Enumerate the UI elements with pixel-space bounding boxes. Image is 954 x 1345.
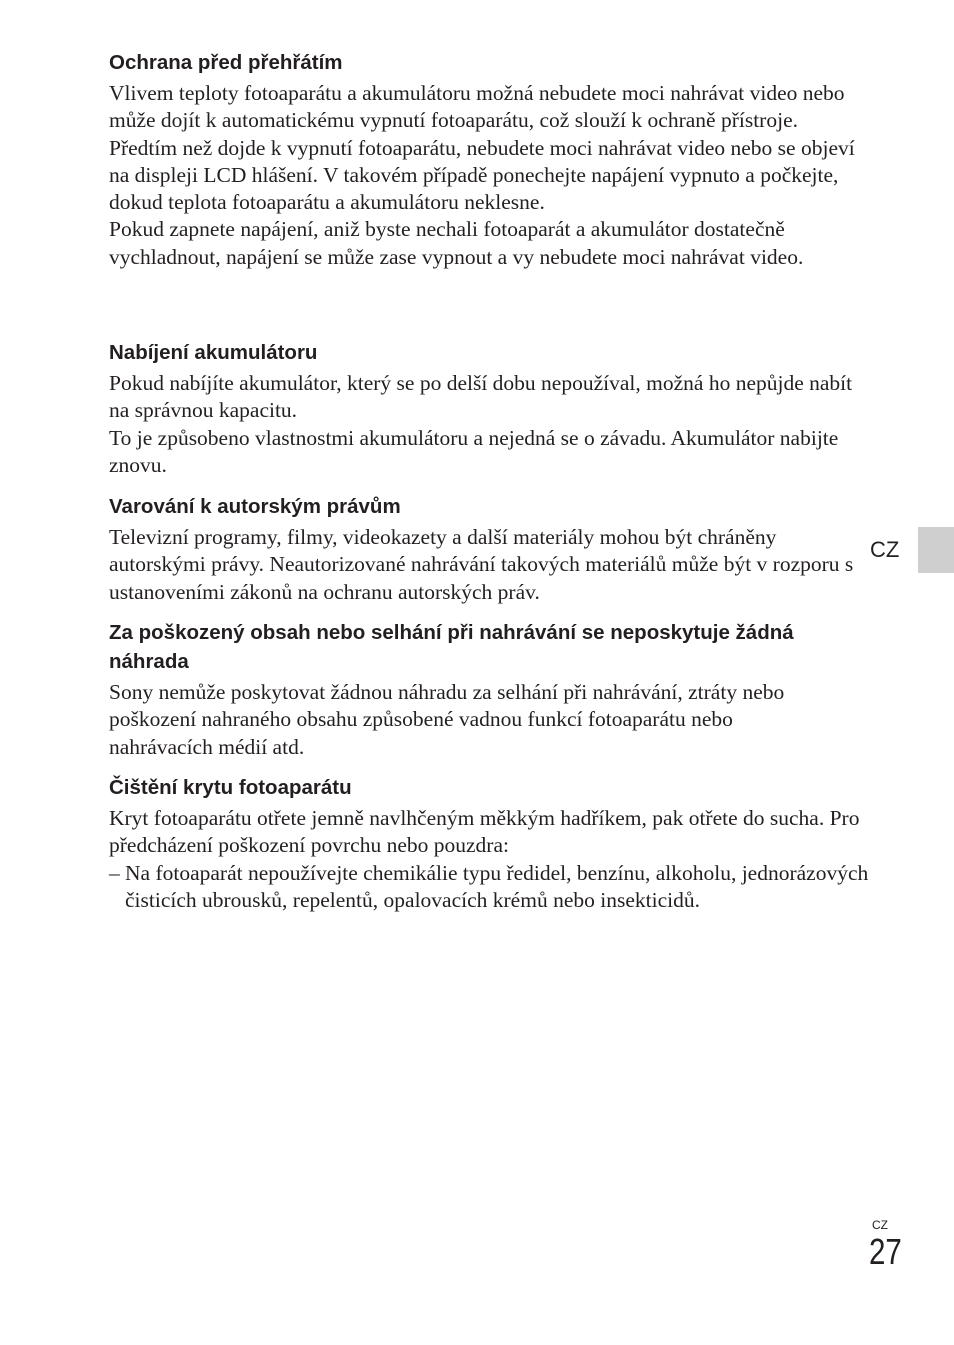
paragraph: Sony nemůže poskytovat žádnou náhradu za selhání při nahrávání, ztráty nebo poškození nahraného obsahu způsobené vadnou funkcí fotoaparátu nebo nahrávacích médií atd. [109, 680, 785, 759]
section-copyright [109, 492, 869, 606]
bullet-dash: – [109, 860, 120, 885]
language-side-label: CZ [870, 537, 900, 562]
section-heading: Ochrana před přehřátím [109, 51, 343, 74]
section-heading: Varování k autorským právům [109, 495, 401, 518]
paragraph: Pokud nabíjíte akumulátor, který se po delší dobu nepoužíval, možná ho nepůjde nabít na správnou kapacitu. [109, 371, 853, 423]
paragraph: Předtím než dojde k vypnutí fotoaparátu, nebudete moci nahrávat video nebo se objeví na displeji LCD hlášení. V takovém případě ponechejte napájení vypnuto a počkejte, dokud teplota fotoaparátu a akumulátoru neklesne. [109, 135, 855, 215]
section-overheat [109, 48, 869, 271]
section-heading: Čištění krytu fotoaparátu [109, 776, 352, 799]
paragraph: Vlivem teploty fotoaparátu a akumulátoru možná nebudete moci nahrávat video nebo může dojít k automatickému vypnutí fotoaparátu, což slouží k ochraně přístroje. [109, 81, 845, 133]
paragraph: To je způsobeno vlastnostmi akumulátoru a nejedná se o závadu. Akumulátor nabijte znovu. [109, 425, 839, 477]
section-heading: Nabíjení akumulátoru [109, 341, 318, 364]
section-battery-charging [109, 338, 869, 479]
section-cleaning [109, 773, 869, 914]
language-side-tab [918, 527, 954, 573]
paragraph: Pokud zapnete napájení, aniž byste nechali fotoaparát a akumulátor dostatečně vychladnout, napájení se může zase vypnout a vy nebudete moci nahrávat video. [109, 217, 804, 269]
section-no-compensation [109, 618, 869, 761]
page-number: 27 [869, 1231, 902, 1272]
bullet-item [109, 860, 869, 915]
section-heading: Za poškozený obsah nebo selhání při nahrávání se neposkytuje žádná náhrada [109, 621, 794, 673]
paragraph: Kryt fotoaparátu otřete jemně navlhčeným měkkým hadříkem, pak otřete do sucha. Pro předcházení poškození povrchu nebo pouzdra: [109, 806, 860, 858]
bullet-text: Na fotoaparát nepoužívejte chemikálie typu ředidel, benzínu, alkoholu, jednorázových čisticích ubrousků, repelentů, opalovacích krémů nebo insekticidů. [125, 860, 869, 912]
footer-language: CZ [872, 1218, 888, 1232]
paragraph: Televizní programy, filmy, videokazety a další materiály mohou být chráněny autorskými právy. Neautorizované nahrávání takových materiálů může být v rozporu s ustanoveními zákonů na ochranu autorských práv. [109, 525, 854, 604]
